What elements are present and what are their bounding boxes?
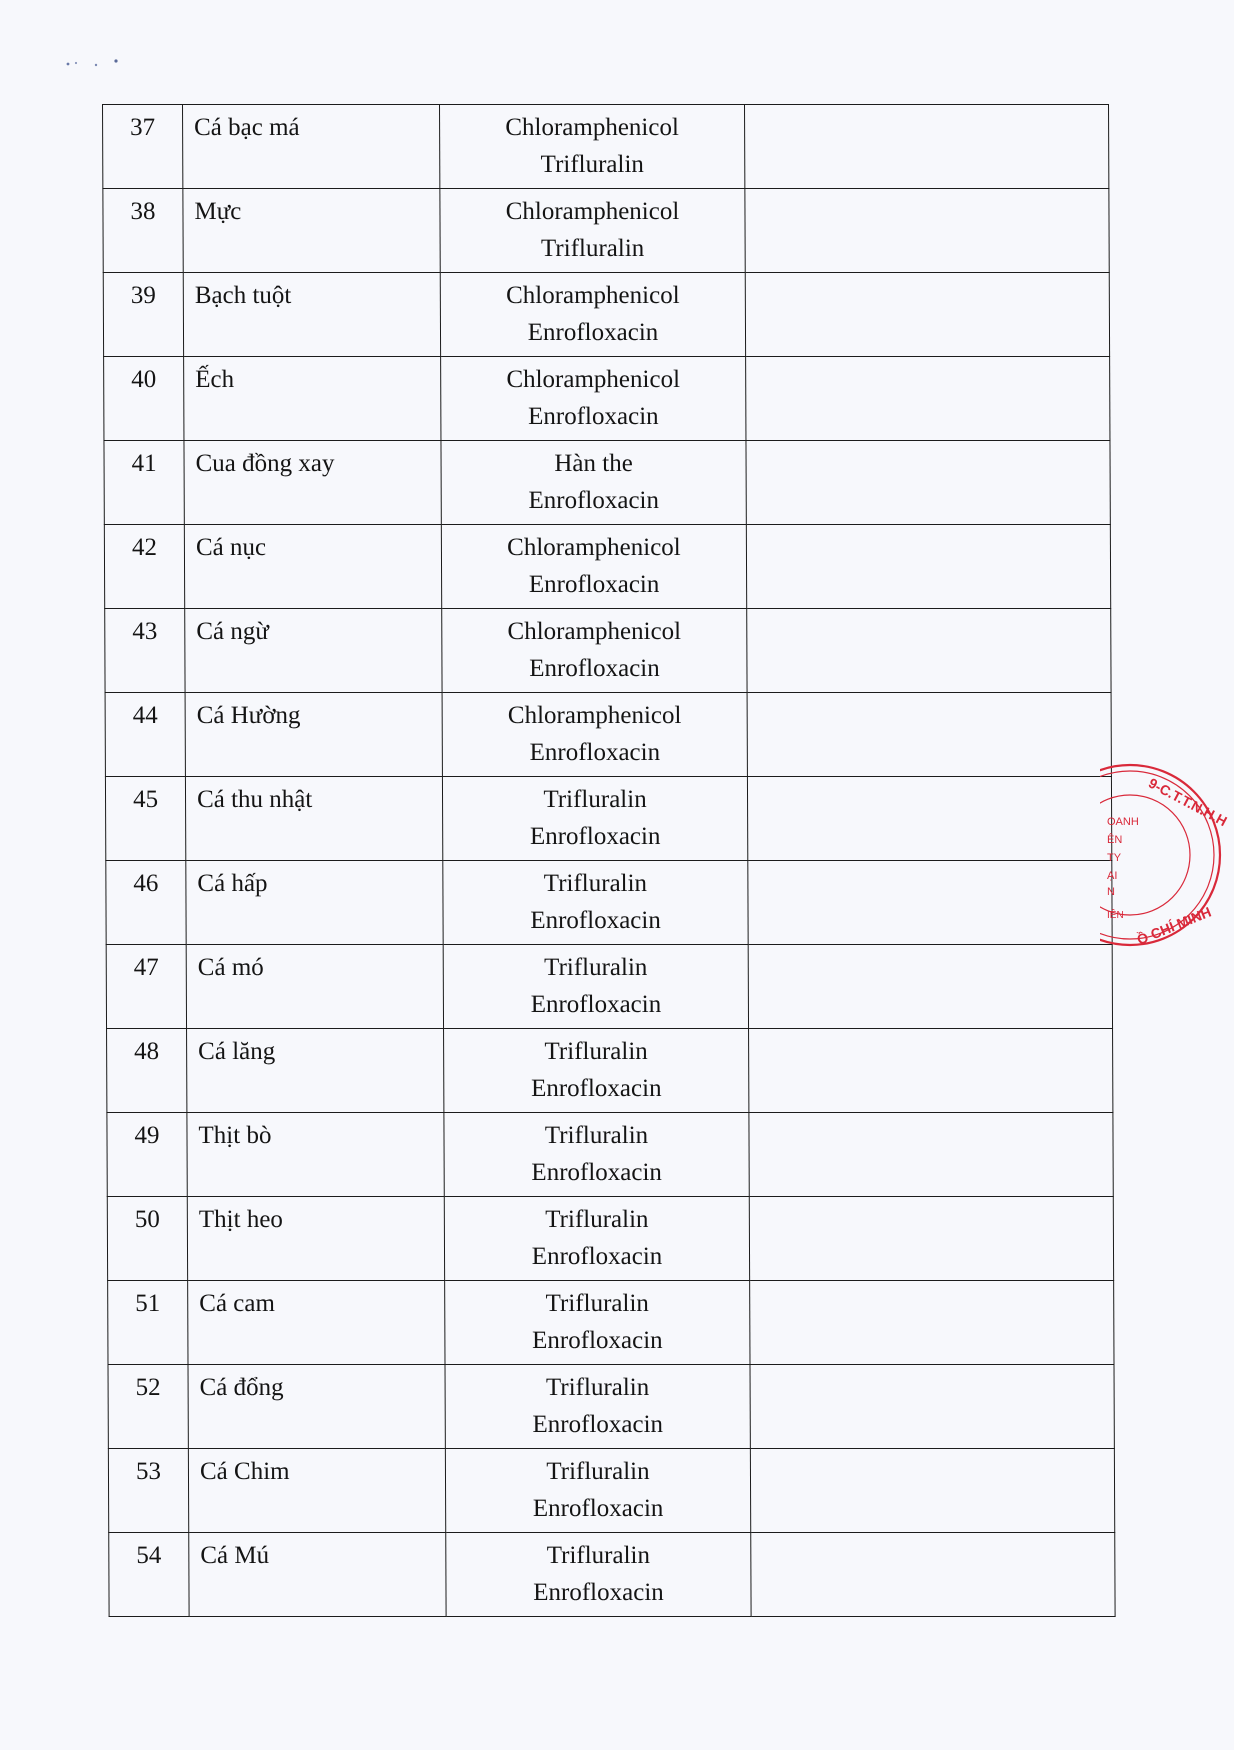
product-name: Cá thu nhật (185, 777, 442, 861)
note-cell (749, 1029, 1113, 1113)
substance-name: Chloramphenicol (507, 702, 682, 729)
stamp-fragment: ẠI (1107, 870, 1118, 882)
product-name: Bạch tuột (183, 273, 440, 357)
note-cell (746, 525, 1110, 609)
substance-name: Enrofloxacin (528, 403, 659, 430)
row-number: 37 (103, 105, 183, 189)
test-substances (445, 1365, 750, 1449)
table-row (104, 441, 1110, 525)
row-number: 39 (103, 273, 183, 357)
note-cell (746, 441, 1110, 525)
product-name: Cá Mú (189, 1533, 446, 1617)
table-row (108, 1281, 1114, 1365)
stamp-fragment: OANH (1107, 816, 1139, 828)
substance-name: Enrofloxacin (533, 1579, 664, 1606)
row-number: 49 (107, 1113, 187, 1197)
note-cell (745, 273, 1109, 357)
table-row (106, 945, 1112, 1029)
note-cell (750, 1281, 1114, 1365)
substance-name: Trifluralin (544, 1038, 648, 1065)
substance-name: Trifluralin (546, 1458, 650, 1485)
table-body (103, 105, 1116, 1617)
row-number: 43 (105, 609, 185, 693)
test-substances (444, 1113, 749, 1197)
row-number: 48 (107, 1029, 187, 1113)
test-substances (446, 1533, 751, 1617)
row-number: 46 (106, 861, 186, 945)
table-row (108, 1449, 1114, 1533)
substance-name: Trifluralin (544, 954, 648, 981)
stamp-fragment: ÊN (1107, 834, 1123, 846)
stamp-fragment: N (1107, 886, 1115, 898)
test-substances (442, 777, 747, 861)
substance-name: Enrofloxacin (529, 655, 660, 682)
scan-speck (62, 52, 122, 70)
substance-name: Trifluralin (545, 1374, 650, 1401)
table-row (107, 1197, 1113, 1281)
table-row (108, 1365, 1114, 1449)
table-row (105, 777, 1111, 861)
product-name: Cua đồng xay (184, 441, 441, 525)
product-name: Cá cam (188, 1281, 445, 1365)
product-name: Cá đổng (188, 1365, 445, 1449)
stamp-fragment: TY (1107, 852, 1122, 864)
table-row (103, 105, 1109, 189)
note-cell (747, 609, 1111, 693)
test-substances (440, 105, 745, 189)
product-name: Cá Chim (188, 1449, 445, 1533)
substance-name: Enrofloxacin (529, 823, 661, 850)
test-substances (440, 273, 745, 357)
table-row (104, 525, 1110, 609)
stamp-ring-text: 9-C.T.T.N.H.H (1145, 774, 1230, 830)
table-row (105, 693, 1111, 777)
row-number: 44 (105, 693, 185, 777)
product-name: Thịt bò (187, 1113, 444, 1197)
product-name: Cá hấp (186, 861, 443, 945)
table-row (104, 357, 1110, 441)
substance-name: Chloramphenicol (507, 618, 682, 645)
substance-name: Trifluralin (544, 1122, 649, 1149)
note-cell (749, 1113, 1113, 1197)
row-number: 38 (103, 189, 183, 273)
row-number: 54 (109, 1533, 189, 1617)
substance-name: Chloramphenicol (505, 282, 680, 309)
row-number: 41 (104, 441, 184, 525)
table-row (107, 1113, 1113, 1197)
row-number: 47 (106, 945, 186, 1029)
product-name: Ếch (184, 357, 441, 441)
note-cell (751, 1533, 1115, 1617)
substance-name: Enrofloxacin (532, 1495, 664, 1522)
table-row (107, 1029, 1113, 1113)
note-cell (747, 693, 1111, 777)
test-substances (445, 1449, 750, 1533)
row-number: 50 (107, 1197, 187, 1281)
note-cell (749, 1197, 1113, 1281)
row-number: 40 (104, 357, 184, 441)
table-row (106, 861, 1112, 945)
row-number: 51 (108, 1281, 188, 1365)
substance-name: Chloramphenicol (505, 114, 679, 141)
stamp-ring-text: Ồ CHÍ MINH (1134, 903, 1214, 948)
product-name: Cá lăng (187, 1029, 444, 1113)
test-substances (444, 1197, 749, 1281)
test-substances (445, 1281, 750, 1365)
test-substances (443, 945, 748, 1029)
row-number: 53 (108, 1449, 188, 1533)
note-cell (747, 777, 1111, 861)
substance-name: Trifluralin (545, 1206, 649, 1233)
test-substances (442, 693, 747, 777)
test-substances (444, 1029, 749, 1113)
note-cell (745, 105, 1109, 189)
note-cell (745, 189, 1109, 273)
substance-name: Trifluralin (540, 235, 645, 262)
substance-name: Enrofloxacin (531, 1159, 662, 1186)
substance-name: Chloramphenicol (506, 366, 681, 393)
substance-name: Hàn the (554, 450, 633, 477)
table-row (105, 609, 1111, 693)
table-row (103, 273, 1109, 357)
substance-name: Enrofloxacin (530, 991, 662, 1018)
product-name: Cá mó (186, 945, 443, 1029)
test-substances (440, 189, 745, 273)
note-cell (750, 1365, 1114, 1449)
sample-table (102, 104, 1116, 1617)
substance-name: Enrofloxacin (532, 1327, 663, 1354)
substance-name: Trifluralin (543, 786, 647, 813)
test-substances (441, 441, 746, 525)
product-name: Mực (183, 189, 440, 273)
test-substances (443, 861, 748, 945)
note-cell (746, 357, 1110, 441)
substance-name: Trifluralin (543, 870, 648, 897)
row-number: 42 (104, 525, 184, 609)
substance-name: Enrofloxacin (530, 1075, 662, 1102)
table-row (103, 189, 1109, 273)
substance-name: Chloramphenicol (507, 534, 681, 561)
company-stamp (1100, 740, 1234, 970)
product-name: Cá Hường (185, 693, 442, 777)
substance-name: Chloramphenicol (505, 198, 680, 225)
note-cell (750, 1449, 1114, 1533)
product-name: Cá ngừ (185, 609, 442, 693)
product-name: Cá bạc má (183, 105, 440, 189)
product-name: Thịt heo (187, 1197, 444, 1281)
row-number: 52 (108, 1365, 188, 1449)
test-substances (441, 357, 746, 441)
substance-name: Enrofloxacin (528, 487, 660, 514)
substance-name: Enrofloxacin (529, 739, 661, 766)
substance-name: Enrofloxacin (527, 319, 659, 346)
note-cell (748, 861, 1112, 945)
stamp-fragment: IÊN (1107, 910, 1124, 921)
note-cell (748, 945, 1112, 1029)
row-number: 45 (105, 777, 185, 861)
table-row (109, 1533, 1115, 1617)
substance-name: Trifluralin (545, 1290, 649, 1317)
test-substances (441, 525, 746, 609)
substance-name: Enrofloxacin (528, 571, 660, 598)
test-substances (442, 609, 747, 693)
substance-name: Enrofloxacin (531, 1243, 663, 1270)
substance-name: Enrofloxacin (532, 1411, 664, 1438)
product-name: Cá nục (184, 525, 441, 609)
substance-name: Trifluralin (546, 1542, 651, 1569)
substance-name: Trifluralin (540, 151, 644, 178)
substance-name: Enrofloxacin (530, 907, 661, 934)
